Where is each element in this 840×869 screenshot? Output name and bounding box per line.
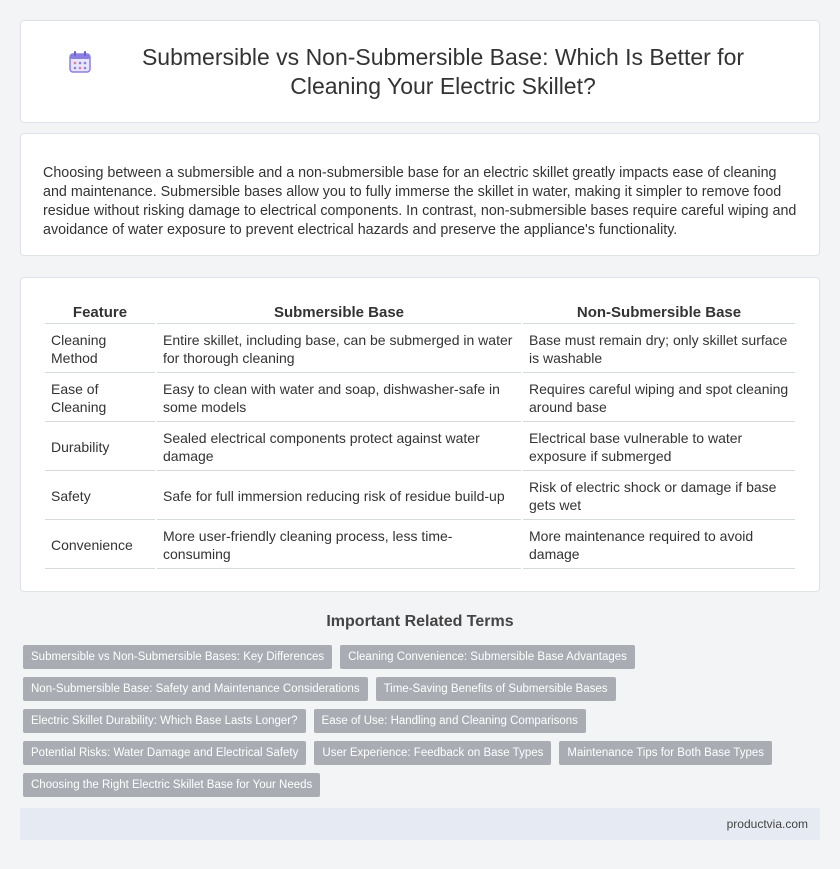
related-tag[interactable]: Choosing the Right Electric Skillet Base for Your Needs [23,773,320,797]
footer [20,808,820,840]
related-tag[interactable]: User Experience: Feedback on Base Types [314,741,551,765]
tag-row [23,773,817,797]
calendar-icon [67,49,93,75]
tag-row [23,741,817,765]
related-tag[interactable]: Submersible vs Non-Submersible Bases: Key Differences [23,645,332,669]
footer-site-link[interactable]: productvia.com [726,817,808,831]
table-row [45,324,795,373]
table-row [45,422,795,471]
related-tags [20,645,820,797]
submersible-cell: Safe for full immersion reducing risk of residue build-up [157,471,521,520]
submersible-cell: Sealed electrical components protect against water damage [157,422,521,471]
feature-cell: Cleaning Method [45,324,155,373]
title-row [67,43,773,101]
non-submersible-cell: Base must remain dry; only skillet surface is washable [523,324,795,373]
table-header-row [45,300,795,324]
related-tag[interactable]: Time-Saving Benefits of Submersible Bases [376,677,616,701]
comparison-table [43,300,797,569]
header-card [20,20,820,123]
related-tag[interactable]: Potential Risks: Water Damage and Electrical Safety [23,741,306,765]
non-submersible-cell: Electrical base vulnerable to water exposure if submerged [523,422,795,471]
table-row [45,373,795,422]
feature-cell: Safety [45,471,155,520]
feature-cell: Durability [45,422,155,471]
tag-row [23,709,817,733]
related-terms-title: Important Related Terms [326,613,514,630]
intro-paragraph: Choosing between a submersible and a non-submersible base for an electric skillet greatly impacts ease of cleaning and maintenance. Submersible bases allow you to fully immerse the skillet in water, making it simpler to remove food residue without risking damage to electrical components. In contrast, non-submersible bases require careful wiping and avoidance of water exposure to prevent electrical hazards and preserve the appliance's functionality. [43,165,797,238]
submersible-cell: More user-friendly cleaning process, less time-consuming [157,520,521,569]
non-submersible-cell: Risk of electric shock or damage if base gets wet [523,471,795,520]
related-tag[interactable]: Non-Submersible Base: Safety and Maintenance Considerations [23,677,368,701]
feature-cell: Ease of Cleaning [45,373,155,422]
intro-card [20,133,820,256]
header-submersible: Submersible Base [157,300,521,324]
related-tag[interactable]: Maintenance Tips for Both Base Types [559,741,772,765]
header-feature: Feature [45,300,155,324]
related-tag[interactable]: Electric Skillet Durability: Which Base Lasts Longer? [23,709,306,733]
submersible-cell: Entire skillet, including base, can be submerged in water for thorough cleaning [157,324,521,373]
table-row [45,471,795,520]
tag-row [23,677,817,701]
tag-row [23,645,817,669]
non-submersible-cell: More maintenance required to avoid damage [523,520,795,569]
feature-cell: Convenience [45,520,155,569]
non-submersible-cell: Requires careful wiping and spot cleaning around base [523,373,795,422]
related-tag[interactable]: Ease of Use: Handling and Cleaning Comparisons [314,709,586,733]
header-non-submersible: Non-Submersible Base [523,300,795,324]
page-title: Submersible vs Non-Submersible Base: Which Is Better for Cleaning Your Electric Skillet? [141,43,745,99]
related-tag[interactable]: Cleaning Convenience: Submersible Base Advantages [340,645,635,669]
table-row [45,520,795,569]
submersible-cell: Easy to clean with water and soap, dishwasher-safe in some models [157,373,521,422]
comparison-card [20,277,820,592]
